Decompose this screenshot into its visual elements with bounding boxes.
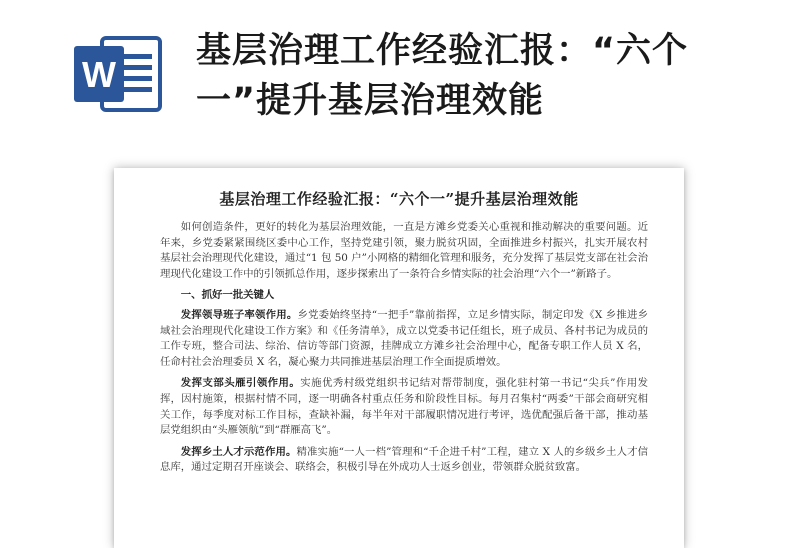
paragraph-body: 精准实施“一人一档”管理和“千企进千村”工程，建立 X 人的乡级乡土人才信息库，通过定期召开座谈会、联络会，积极引导在外成功人士返乡创业，带领群众脱贫致富。	[160, 445, 648, 474]
paragraph-lead: 发挥领导班子率领作用。	[180, 308, 298, 321]
document-title: 基层治理工作经验汇报：“六个一”提升基层治理效能	[219, 190, 579, 208]
paragraph-body: 实施优秀村级党组织书记结对帮带制度，强化驻村第一书记“尖兵”作用发挥，因村施策，根据村情不同，逐一明确各村重点任务和阶段性目标。每月召集村“两委”干部会商研究相关工作，每季度对标工作目标，查缺补漏，每半年对干部履职情况进行考评，选优配强后备干部，推动基层党组织由“头雁领航”到“群雁高飞”。	[160, 377, 649, 437]
word-icon-letter: W	[82, 54, 116, 95]
section-heading: 一、抓好一批关键人	[180, 289, 275, 302]
paragraph-leadership	[160, 308, 648, 370]
intro-paragraph: 如何创造条件，更好的转化为基层治理效能，一直是方滩乡党委关心重视和推动解决的重要问题。近年来，乡党委紧紧围绕区委中心工作，坚持党建引领，聚力脱贫巩固，全面推进乡村振兴，扎实开展农村基层社会治理现代化建设，通过“1 包 50 户”小网格的精细化管理和服务，充分发挥了基层党支部在社会治理现代化建设工作中的引领抓总作用，逐步探索出了一条符合乡情实际的社会治理“六个一”新路子。	[160, 221, 648, 280]
paragraph-lead: 发挥支部头雁引领作用。	[180, 377, 301, 390]
header	[0, 0, 800, 150]
document-body	[160, 220, 648, 476]
paragraph-talent	[160, 445, 648, 476]
word-icon	[72, 32, 164, 116]
document-preview	[114, 168, 684, 548]
paragraph-branch	[160, 376, 648, 438]
paragraph-body: 乡党委始终坚持“一把手”靠前指挥，立足乡情实际，制定印发《X 乡推进乡域社会治理现代化建设工作方案》和《任务清单》，成立以党委书记任组长，班子成员、各村书记为成员的工作专班，整合司法、综治、信访等部门资源，挂牌成立方滩乡社会治理中心，配备专职工作人员 X 名，任命村社会治理委员 X 名，凝心聚力共同推进基层治理工作全面提质增效。	[160, 308, 649, 368]
paragraph-lead: 发挥乡土人才示范作用。	[180, 445, 297, 458]
page-title: 基层治理工作经验汇报：“六个一”提升基层治理效能	[196, 31, 689, 121]
